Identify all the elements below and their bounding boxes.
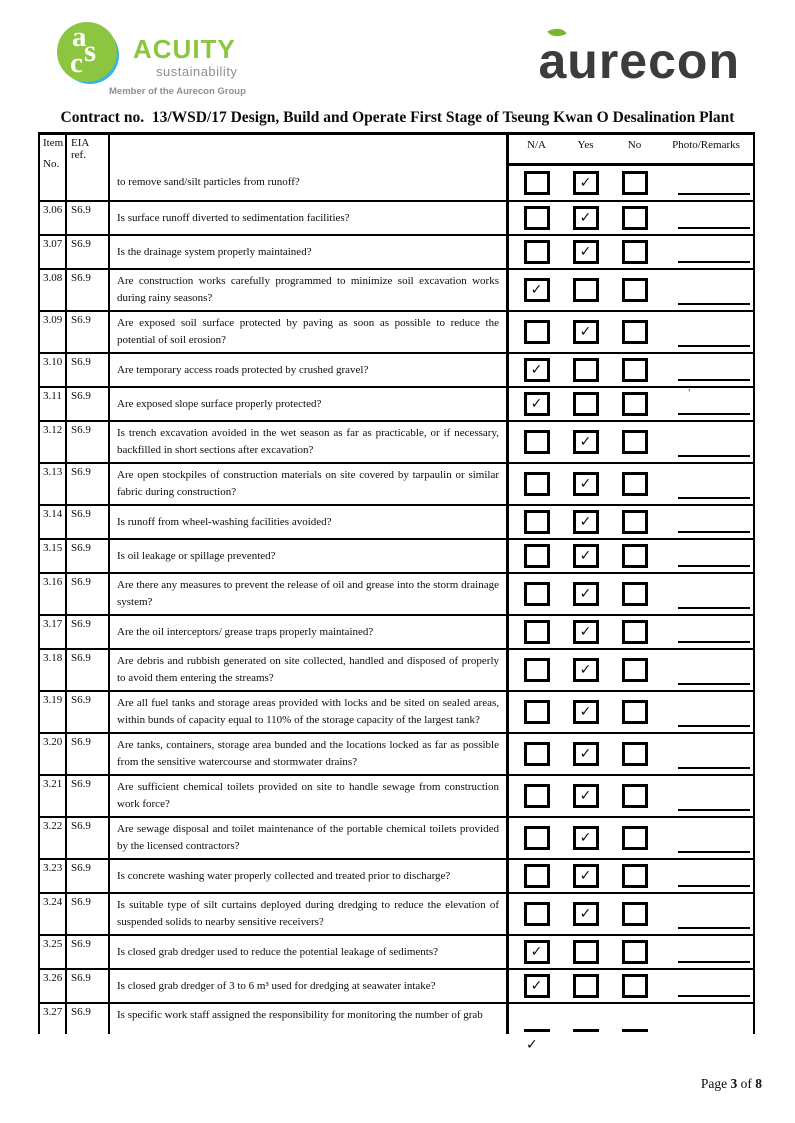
item-no: 3.15	[40, 540, 67, 572]
table-row	[40, 506, 753, 540]
current-page: 3	[730, 1076, 738, 1091]
acuity-subtitle: sustainability	[156, 64, 238, 79]
checks-section	[509, 270, 753, 310]
checkbox-yes: ✓	[573, 826, 599, 850]
table-row	[40, 464, 753, 506]
eia-ref: S6.9	[67, 236, 110, 268]
checks-section	[509, 650, 753, 690]
question-text: Is specific work staff assigned the responsibility for monitoring the number of grab	[117, 1009, 483, 1021]
checkbox-no	[622, 974, 648, 998]
checkbox-no	[622, 510, 648, 534]
remarks-line	[678, 683, 750, 685]
eia-ref: S6.9	[67, 818, 110, 858]
table-row	[40, 236, 753, 270]
eia-ref: S6.9	[67, 464, 110, 504]
eia-ref: S6.9	[67, 1004, 110, 1034]
item-no: 3.23	[40, 860, 67, 892]
eia-ref: S6.9	[67, 506, 110, 538]
checks-section	[509, 540, 753, 572]
remarks-line	[678, 961, 750, 963]
question-text: Are construction works carefully programmed to minimize soil excavation works during rainy seasons?	[117, 275, 499, 304]
checkbox-na: ✓	[524, 940, 550, 964]
checkbox-yes: ✓	[573, 206, 599, 230]
checkbox-no	[622, 358, 648, 382]
checklist-table	[38, 132, 755, 1053]
table-row	[40, 574, 753, 616]
checkbox-yes	[573, 974, 599, 998]
item-no: 3.19	[40, 692, 67, 732]
acuity-tagline: Member of the Aurecon Group	[109, 86, 246, 97]
checkbox-na: ✓	[524, 392, 550, 416]
checkbox-no	[622, 472, 648, 496]
item-no: 3.26	[40, 970, 67, 1002]
checkbox-na	[524, 826, 550, 850]
checkbox-no	[622, 278, 648, 302]
remarks-line	[678, 497, 750, 499]
item-no: 3.07	[40, 236, 67, 268]
table-row	[40, 894, 753, 936]
header-checks-section	[509, 135, 753, 200]
checkbox-na: ✓	[524, 278, 550, 302]
checks-section	[509, 422, 753, 462]
checkbox-no	[622, 430, 648, 454]
checkbox-no	[622, 320, 648, 344]
question-text: Is concrete washing water properly collected and treated prior to discharge?	[117, 869, 451, 882]
table-row	[40, 422, 753, 464]
checkbox-yes	[573, 392, 599, 416]
question-text: Are there any measures to prevent the release of oil and grease into the storm drainage system?	[117, 579, 499, 608]
total-pages: 8	[755, 1076, 762, 1091]
item-no: 3.14	[40, 506, 67, 538]
carryover-checkbox-yes: ✓	[573, 171, 599, 195]
checks-section	[509, 818, 753, 858]
checkbox-no	[622, 700, 648, 724]
acuity-logo	[57, 22, 287, 102]
checks-section	[509, 236, 753, 268]
checkbox-na	[524, 240, 550, 264]
checkbox-yes: ✓	[573, 902, 599, 926]
eia-ref: S6.9	[67, 574, 110, 614]
checks-section	[509, 574, 753, 614]
checkbox-no	[622, 826, 648, 850]
checks-section	[509, 354, 753, 386]
eia-ref: S6.9	[67, 616, 110, 648]
checkbox-no	[622, 864, 648, 888]
item-no: 3.17	[40, 616, 67, 648]
table-row	[40, 270, 753, 312]
eia-ref: S6.9	[67, 270, 110, 310]
eia-ref: S6.9	[67, 894, 110, 934]
item-no: 3.10	[40, 354, 67, 386]
table-row	[40, 388, 753, 422]
remarks-line	[678, 767, 750, 769]
checkbox-no	[622, 620, 648, 644]
checkbox-na: ✓	[524, 974, 550, 998]
table-row	[40, 692, 753, 734]
checkbox-na	[524, 864, 550, 888]
question-text: Is runoff from wheel-washing facilities avoided?	[117, 515, 332, 528]
item-no: 3.21	[40, 776, 67, 816]
checkbox-yes: ✓	[573, 544, 599, 568]
item-no: 3.18	[40, 650, 67, 690]
checks-section	[509, 464, 753, 504]
remarks-line	[678, 927, 750, 929]
table-row	[40, 650, 753, 692]
header-item-no: Item No.	[40, 135, 67, 200]
eia-ref: S6.9	[67, 422, 110, 462]
checkbox-no	[622, 940, 648, 964]
item-no: 3.20	[40, 734, 67, 774]
table-row	[40, 860, 753, 894]
checkbox-yes: ✓	[573, 320, 599, 344]
checkbox-no	[622, 582, 648, 606]
eia-ref: S6.9	[67, 312, 110, 352]
eia-ref: S6.9	[67, 860, 110, 892]
item-no: 3.27	[40, 1004, 67, 1034]
remarks-line	[678, 851, 750, 853]
remarks-line	[678, 565, 750, 567]
checks-section	[509, 388, 753, 420]
monogram-letter-a: a	[72, 21, 87, 53]
checkbox-yes: ✓	[573, 784, 599, 808]
eia-ref: S6.9	[67, 970, 110, 1002]
header-na: N/A	[527, 139, 546, 151]
question-text: Are open stockpiles of construction materials on site covered by tarpaulin or similar fabric during construction?	[117, 469, 499, 498]
checkbox-yes: ✓	[573, 700, 599, 724]
checks-section	[509, 860, 753, 892]
checkbox-na	[524, 658, 550, 682]
checkbox-yes: ✓	[573, 864, 599, 888]
eia-ref: S6.9	[67, 936, 110, 968]
question-text: Is closed grab dredger used to reduce the potential leakage of sediments?	[117, 945, 439, 958]
eia-ref: S6.9	[67, 776, 110, 816]
table-row	[40, 734, 753, 776]
checkbox-na	[524, 700, 550, 724]
eia-ref: S6.9	[67, 388, 110, 420]
item-no: 3.24	[40, 894, 67, 934]
remarks-line	[678, 455, 750, 457]
header-yes: Yes	[577, 139, 594, 151]
table-row	[40, 354, 753, 388]
checkbox-no	[622, 784, 648, 808]
item-no: 3.11	[40, 388, 67, 420]
question-text: Are debris and rubbish generated on site collected, handled and disposed of properly to avoid them entering the streams?	[117, 655, 499, 684]
carryover-question	[110, 135, 509, 200]
item-no: 3.25	[40, 936, 67, 968]
checkbox-yes: ✓	[573, 430, 599, 454]
checkbox-yes: ✓	[573, 582, 599, 606]
checkbox-no	[622, 544, 648, 568]
question-text: Is surface runoff diverted to sedimentation facilities?	[117, 211, 350, 224]
checkbox-na	[524, 206, 550, 230]
remarks-line	[678, 227, 750, 229]
question-text: Are sufficient chemical toilets provided on site to handle sewage from construction work force?	[117, 781, 499, 810]
remarks-line	[678, 995, 750, 997]
remarks-line	[678, 413, 750, 415]
checkbox-na	[524, 430, 550, 454]
question-text: Are all fuel tanks and storage areas provided with locks and be sited on sealed areas, within bunds of capacity equal to 110% of the storage capacity of the largest tank?	[117, 697, 499, 726]
checkbox-na	[524, 1029, 550, 1032]
eia-ref: S6.9	[67, 692, 110, 732]
carryover-checkbox-na	[524, 171, 550, 195]
checkbox-no	[622, 1029, 648, 1032]
header-no: No	[627, 139, 642, 151]
aurecon-logo	[538, 33, 740, 89]
checks-header	[509, 135, 753, 166]
table-row	[40, 202, 753, 236]
checkbox-na	[524, 902, 550, 926]
checks-section	[509, 936, 753, 968]
checkbox-yes	[573, 1029, 599, 1032]
eia-ref: S6.9	[67, 202, 110, 234]
eia-ref: S6.9	[67, 354, 110, 386]
checks-section	[509, 312, 753, 352]
checkbox-no	[622, 658, 648, 682]
page-number: Page 3 of 8	[700, 1076, 762, 1091]
header-eia-ref: EIA ref.	[67, 135, 110, 200]
aurecon-wordmark: aurecon	[538, 33, 740, 89]
checks-section	[509, 506, 753, 538]
checkbox-yes	[573, 278, 599, 302]
table-header-row	[40, 135, 753, 202]
question-text: to remove sand/silt particles from runoff?	[117, 176, 300, 188]
remarks-line	[678, 261, 750, 263]
monogram-letter-c: c	[70, 47, 83, 79]
remarks-line	[678, 885, 750, 887]
remarks-line	[678, 379, 750, 381]
carryover-checkbox-no	[622, 171, 648, 195]
checks-section	[509, 894, 753, 934]
question-text: Are exposed soil surface protected by paving as soon as possible to reduce the potential of soil erosion?	[117, 317, 499, 346]
checkbox-na	[524, 582, 550, 606]
checkbox-yes: ✓	[573, 620, 599, 644]
question-text: Is the drainage system properly maintained?	[117, 245, 312, 258]
checkbox-no	[622, 742, 648, 766]
checks-section	[509, 734, 753, 774]
remarks-line	[678, 303, 750, 305]
table-row	[40, 616, 753, 650]
remarks-line	[678, 531, 750, 533]
carryover-checks	[509, 166, 753, 200]
eia-ref: S6.9	[67, 734, 110, 774]
checks-section	[509, 1004, 753, 1053]
checkbox-yes	[573, 940, 599, 964]
eia-ref: S6.9	[67, 540, 110, 572]
header-remarks: Photo/Remarks	[672, 139, 740, 151]
checkbox-yes: ✓	[573, 240, 599, 264]
acuity-monogram-icon	[57, 22, 117, 82]
item-no: 3.08	[40, 270, 67, 310]
table-row	[40, 818, 753, 860]
item-no: 3.16	[40, 574, 67, 614]
remarks-line	[678, 345, 750, 347]
checkbox-na	[524, 472, 550, 496]
item-no: 3.09	[40, 312, 67, 352]
checkbox-na: ✓	[524, 358, 550, 382]
remarks-line	[678, 193, 750, 195]
eia-ref: S6.9	[67, 650, 110, 690]
page-title: Contract no. 13/WSD/17 Design, Build and Operate First Stage of Tseung Kwan O Desalination Plant	[60, 109, 735, 126]
item-no: 3.13	[40, 464, 67, 504]
checks-section	[509, 692, 753, 732]
remarks-line	[678, 641, 750, 643]
item-no: 3.06	[40, 202, 67, 234]
question-text: Are tanks, containers, storage area bunded and the locations locked as far as possible from the sensitive watercourse and stormwater drains?	[117, 739, 499, 768]
checkbox-na	[524, 320, 550, 344]
table-row	[40, 540, 753, 574]
question-text: Is suitable type of silt curtains deployed during dredging to reduce the elevation of suspended solids to nearby sensitive receivers?	[117, 899, 499, 928]
checks-section	[509, 776, 753, 816]
checkbox-na	[524, 742, 550, 766]
checkbox-na	[524, 544, 550, 568]
checks-section	[509, 616, 753, 648]
table-row	[40, 776, 753, 818]
question-text: Is oil leakage or spillage prevented?	[117, 549, 276, 562]
item-no: 3.12	[40, 422, 67, 462]
remarks-line	[678, 725, 750, 727]
monogram-letter-s: s	[84, 33, 97, 68]
checkbox-yes	[573, 358, 599, 382]
checkbox-yes: ✓	[573, 742, 599, 766]
remarks-line	[678, 809, 750, 811]
table-row	[40, 1004, 753, 1053]
checks-section	[509, 202, 753, 234]
checkbox-na	[524, 620, 550, 644]
checklist-body	[40, 202, 753, 1053]
remarks-line	[678, 607, 750, 609]
checkbox-na	[524, 784, 550, 808]
checkbox-yes: ✓	[573, 510, 599, 534]
question-text: Is closed grab dredger of 3 to 6 m³ used for dredging at seawater intake?	[117, 979, 436, 992]
checkbox-no	[622, 902, 648, 926]
cutoff-checkmark: ✓	[526, 1037, 538, 1053]
item-no: 3.22	[40, 818, 67, 858]
table-row	[40, 970, 753, 1004]
checkbox-no	[622, 206, 648, 230]
acuity-wordmark: ACUITY	[133, 34, 236, 64]
checkbox-yes: ✓	[573, 472, 599, 496]
checkbox-yes: ✓	[573, 658, 599, 682]
question-text: Are temporary access roads protected by crushed gravel?	[117, 363, 369, 376]
question-text: Are the oil interceptors/ grease traps properly maintained?	[117, 625, 374, 638]
table-row	[40, 936, 753, 970]
checkbox-na	[524, 510, 550, 534]
table-row	[40, 312, 753, 354]
question-text: Are sewage disposal and toilet maintenance of the portable chemical toilets provided by the licensed contractors?	[117, 823, 499, 852]
question-text: Is trench excavation avoided in the wet season as far as practicable, or if necessary, backfilled in short sections after excavation?	[117, 427, 499, 456]
question-text: Are exposed slope surface properly protected?	[117, 397, 322, 410]
checks-section	[509, 970, 753, 1002]
checkbox-no	[622, 240, 648, 264]
checkbox-no	[622, 392, 648, 416]
